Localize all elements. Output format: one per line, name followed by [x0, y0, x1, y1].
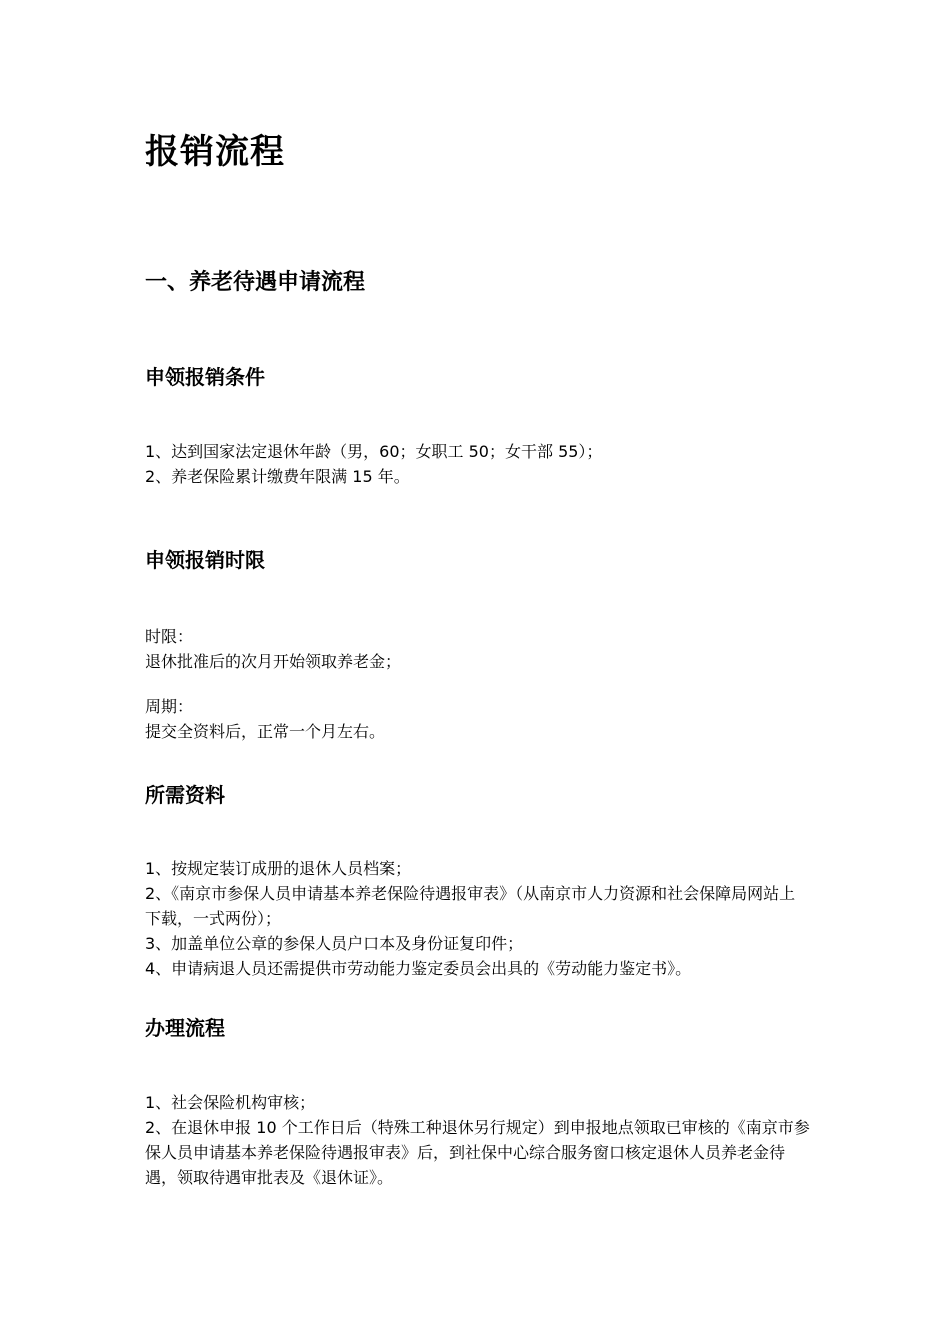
limit-text: 退休批准后的次月开始领取养老金； [145, 652, 402, 671]
section-heading-pension-application: 一、养老待遇申请流程 [145, 270, 366, 295]
process-item: 1、社会保险机构审核； [145, 1093, 316, 1112]
heading-time-limit: 申领报销时限 [145, 548, 265, 572]
heading-materials: 所需资料 [145, 783, 225, 807]
materials-item: 4、申请病退人员还需提供市劳动能力鉴定委员会出具的《劳动能力鉴定书》。 [145, 959, 692, 978]
materials-list [145, 856, 810, 981]
materials-item: 2、《南京市参保人员申请基本养老保险待遇报审表》（从南京市人力资源和社会保障局网站上下载，一式两份）； [145, 884, 796, 928]
heading-process: 办理流程 [145, 1016, 225, 1040]
time-limit-block [145, 624, 810, 744]
period-text: 提交全资料后，正常一个月左右。 [145, 722, 386, 741]
process-item: 2、在退休申报 10 个工作日后（特殊工种退休另行规定）到申报地点领取已审核的《南京市参保人员申请基本养老保险待遇报审表》后，到社保中心综合服务窗口核定退休人员养老金待遇，领取待遇审批表及《退休证》。 [145, 1118, 810, 1187]
document-title: 报销流程 [145, 132, 285, 172]
limit-label: 时限： [145, 627, 194, 646]
materials-item: 3、加盖单位公章的参保人员户口本及身份证复印件； [145, 934, 524, 953]
conditions-list [145, 439, 810, 489]
process-list [145, 1090, 810, 1190]
heading-conditions: 申领报销条件 [145, 365, 265, 389]
conditions-item: 1、达到国家法定退休年龄（男，60；女职工 50；女干部 55）； [145, 442, 603, 461]
materials-item: 1、按规定装订成册的退休人员档案； [145, 859, 412, 878]
period-label: 周期： [145, 697, 194, 716]
conditions-item: 2、养老保险累计缴费年限满 15 年。 [145, 467, 410, 486]
